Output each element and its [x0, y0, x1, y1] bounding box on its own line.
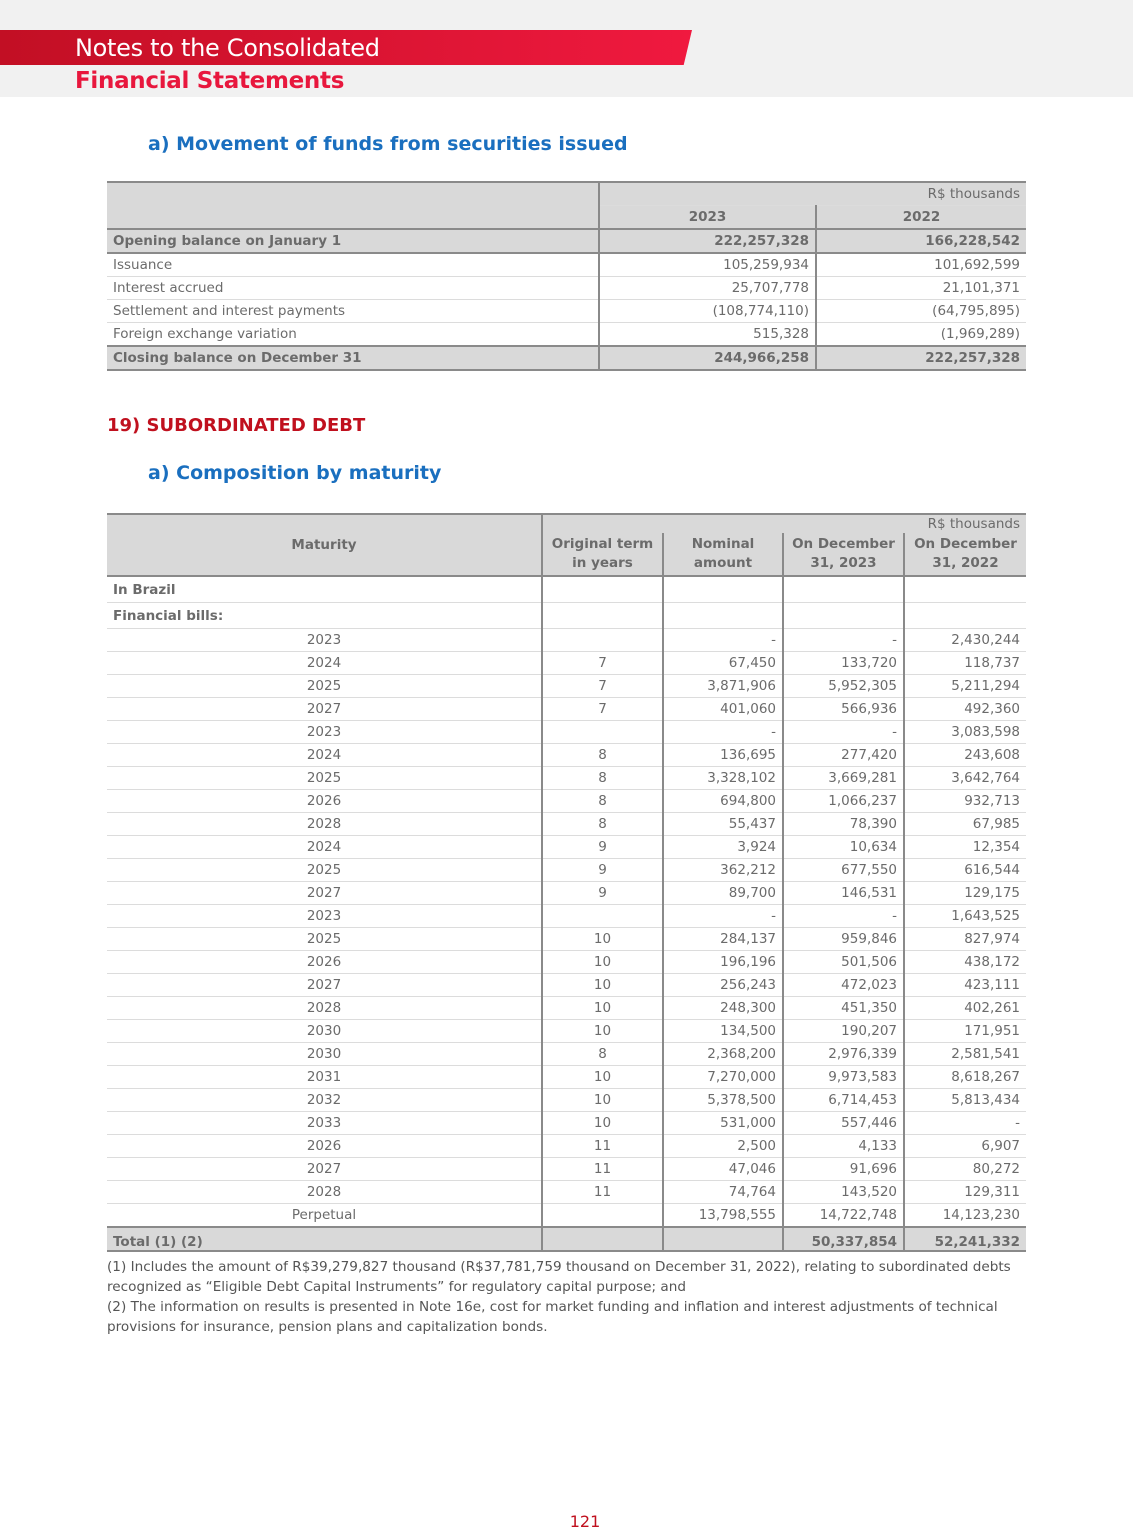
term-cell: 8	[542, 767, 663, 790]
value-2022: (1,969,289)	[816, 323, 1026, 347]
nominal-cell: 3,328,102	[663, 767, 783, 790]
header-title-line1: Notes to the Consolidated	[75, 34, 380, 62]
dec2023-cell: 10,634	[783, 836, 904, 859]
dec2023-cell: 1,066,237	[783, 790, 904, 813]
table-row	[107, 229, 1026, 253]
total-label: Total (1) (2)	[107, 1227, 542, 1251]
empty-cell	[783, 603, 904, 629]
dec2022-cell: 402,261	[904, 997, 1026, 1020]
nominal-cell: 89,700	[663, 882, 783, 905]
maturity-cell: 2023	[107, 905, 542, 928]
dec2023-cell: 959,846	[783, 928, 904, 951]
maturity-cell: 2025	[107, 675, 542, 698]
term-cell: 10	[542, 928, 663, 951]
dec2022-cell: 80,272	[904, 1158, 1026, 1181]
dec2022-cell: 3,083,598	[904, 721, 1026, 744]
row-label: Issuance	[107, 253, 599, 277]
dec2023-cell: 190,207	[783, 1020, 904, 1043]
subgroup-row	[107, 603, 1026, 629]
dec2022-cell: 129,175	[904, 882, 1026, 905]
table-row	[107, 836, 1026, 859]
term-cell: 7	[542, 675, 663, 698]
nominal-cell: 694,800	[663, 790, 783, 813]
value-2023: 515,328	[599, 323, 816, 347]
term-cell: 10	[542, 997, 663, 1020]
group-row	[107, 576, 1026, 603]
maturity-cell: 2023	[107, 629, 542, 652]
total-row	[107, 1227, 1026, 1251]
subordinated-debt-table	[107, 513, 1026, 1252]
nominal-cell: 74,764	[663, 1181, 783, 1204]
nominal-cell: 13,798,555	[663, 1204, 783, 1228]
nominal-cell: 362,212	[663, 859, 783, 882]
table-row	[107, 323, 1026, 347]
nominal-cell: 134,500	[663, 1020, 783, 1043]
dec2023-cell: -	[783, 629, 904, 652]
dec2023-cell: 566,936	[783, 698, 904, 721]
table-row	[107, 744, 1026, 767]
table-row	[107, 974, 1026, 997]
securities-movement-table	[107, 181, 1026, 371]
dec2022-cell: 129,311	[904, 1181, 1026, 1204]
subgroup-row-label: Financial bills:	[107, 603, 542, 629]
dec2022-cell: 827,974	[904, 928, 1026, 951]
footnote-2: (2) The information on results is presented in Note 16e, cost for market funding and inflation and interest adjustments of technical provisions for insurance, pension plans and capitalization bonds.	[107, 1299, 998, 1335]
group-row-label: In Brazil	[107, 576, 542, 603]
table-row	[107, 1158, 1026, 1181]
nominal-header: Nominal amount	[663, 533, 783, 576]
table-row	[107, 790, 1026, 813]
table-row	[107, 721, 1026, 744]
term-cell: 10	[542, 974, 663, 997]
table-row	[107, 652, 1026, 675]
value-2023: (108,774,110)	[599, 300, 816, 323]
maturity-cell: 2023	[107, 721, 542, 744]
nominal-cell: 3,924	[663, 836, 783, 859]
section-19-title: 19) SUBORDINATED DEBT	[107, 415, 366, 436]
empty-cell	[904, 576, 1026, 603]
dec2023-cell: -	[783, 905, 904, 928]
dec2023-cell: 472,023	[783, 974, 904, 997]
term-cell: 8	[542, 813, 663, 836]
dec2023-cell: 557,446	[783, 1112, 904, 1135]
dec2022-cell: 67,985	[904, 813, 1026, 836]
maturity-cell: 2028	[107, 1181, 542, 1204]
dec2022-cell: 243,608	[904, 744, 1026, 767]
value-2023: 25,707,778	[599, 277, 816, 300]
table-row	[107, 951, 1026, 974]
section-a-title: a) Movement of funds from securities issued	[148, 133, 628, 155]
empty-cell	[542, 1227, 663, 1251]
term-cell: 7	[542, 652, 663, 675]
empty-cell	[542, 576, 663, 603]
maturity-cell: 2024	[107, 836, 542, 859]
dec2022-cell: 616,544	[904, 859, 1026, 882]
table-row	[107, 629, 1026, 652]
table-row	[107, 346, 1026, 370]
dec2022-cell: 6,907	[904, 1135, 1026, 1158]
dec2023-cell: 5,952,305	[783, 675, 904, 698]
dec2023-cell: 451,350	[783, 997, 904, 1020]
dec2022-cell: 5,211,294	[904, 675, 1026, 698]
table-row	[107, 905, 1026, 928]
table-row	[107, 698, 1026, 721]
term-cell	[542, 905, 663, 928]
maturity-cell: 2028	[107, 813, 542, 836]
term-cell: 11	[542, 1135, 663, 1158]
maturity-cell: 2027	[107, 698, 542, 721]
maturity-cell: 2027	[107, 1158, 542, 1181]
nominal-cell: 67,450	[663, 652, 783, 675]
nominal-cell: -	[663, 721, 783, 744]
year-header: 2022	[816, 206, 1026, 230]
row-label: Closing balance on December 31	[107, 346, 599, 370]
maturity-cell: Perpetual	[107, 1204, 542, 1228]
maturity-cell: 2026	[107, 951, 542, 974]
nominal-cell: 248,300	[663, 997, 783, 1020]
nominal-cell: 401,060	[663, 698, 783, 721]
dec2023-cell: 277,420	[783, 744, 904, 767]
term-cell: 8	[542, 790, 663, 813]
table-row	[107, 882, 1026, 905]
dec2023-cell: 677,550	[783, 859, 904, 882]
term-cell: 9	[542, 859, 663, 882]
dec2022-cell: 492,360	[904, 698, 1026, 721]
nominal-cell: -	[663, 629, 783, 652]
dec2022-cell: 1,643,525	[904, 905, 1026, 928]
dec2023-cell: 6,714,453	[783, 1089, 904, 1112]
table-row	[107, 277, 1026, 300]
header-blank	[107, 182, 599, 229]
maturity-cell: 2025	[107, 928, 542, 951]
value-2022: (64,795,895)	[816, 300, 1026, 323]
maturity-cell: 2032	[107, 1089, 542, 1112]
term-cell: 8	[542, 744, 663, 767]
dec2023-header: On December 31, 2023	[783, 533, 904, 576]
dec2022-cell: 423,111	[904, 974, 1026, 997]
dec2022-cell: 932,713	[904, 790, 1026, 813]
term-cell	[542, 629, 663, 652]
dec2023-cell: 91,696	[783, 1158, 904, 1181]
dec2022-cell: 2,430,244	[904, 629, 1026, 652]
dec2022-header: On December 31, 2022	[904, 533, 1026, 576]
page-number: 121	[569, 1512, 601, 1531]
footnotes	[107, 1257, 1027, 1337]
nominal-cell: 5,378,500	[663, 1089, 783, 1112]
term-cell: 11	[542, 1158, 663, 1181]
table-row	[107, 1181, 1026, 1204]
maturity-cell: 2031	[107, 1066, 542, 1089]
empty-cell	[542, 603, 663, 629]
dec2022-cell: -	[904, 1112, 1026, 1135]
table-row	[107, 300, 1026, 323]
nominal-cell: 196,196	[663, 951, 783, 974]
table-row	[107, 997, 1026, 1020]
row-label: Foreign exchange variation	[107, 323, 599, 347]
term-cell: 10	[542, 951, 663, 974]
term-cell: 8	[542, 1043, 663, 1066]
empty-cell	[783, 576, 904, 603]
nominal-cell: -	[663, 905, 783, 928]
dec2022-cell: 2,581,541	[904, 1043, 1026, 1066]
maturity-cell: 2026	[107, 790, 542, 813]
table-row	[107, 253, 1026, 277]
maturity-cell: 2026	[107, 1135, 542, 1158]
table-row	[107, 675, 1026, 698]
table-row	[107, 813, 1026, 836]
total-2022: 52,241,332	[904, 1227, 1026, 1251]
dec2023-cell: 4,133	[783, 1135, 904, 1158]
nominal-cell: 55,437	[663, 813, 783, 836]
maturity-cell: 2033	[107, 1112, 542, 1135]
term-cell: 11	[542, 1181, 663, 1204]
dec2023-cell: 146,531	[783, 882, 904, 905]
nominal-cell: 2,368,200	[663, 1043, 783, 1066]
table-row	[107, 1204, 1026, 1228]
value-2022: 222,257,328	[816, 346, 1026, 370]
term-cell	[542, 1204, 663, 1228]
term-cell: 10	[542, 1020, 663, 1043]
value-2023: 244,966,258	[599, 346, 816, 370]
empty-cell	[663, 1227, 783, 1251]
maturity-cell: 2030	[107, 1043, 542, 1066]
table-row	[107, 1135, 1026, 1158]
dec2023-cell: 143,520	[783, 1181, 904, 1204]
row-label: Opening balance on January 1	[107, 229, 599, 253]
footnote-1: (1) Includes the amount of R$39,279,827 thousand (R$37,781,759 thousand on December 31, 2022), relating to subordinated debts recognized as “Eligible Debt Capital Instruments” for regulatory capital purpose; and	[107, 1259, 1011, 1295]
table-row	[107, 767, 1026, 790]
nominal-cell: 136,695	[663, 744, 783, 767]
dec2023-cell: 78,390	[783, 813, 904, 836]
empty-cell	[904, 603, 1026, 629]
value-2022: 21,101,371	[816, 277, 1026, 300]
nominal-cell: 2,500	[663, 1135, 783, 1158]
term-cell: 10	[542, 1066, 663, 1089]
table-row	[107, 1112, 1026, 1135]
row-label: Interest accrued	[107, 277, 599, 300]
dec2023-cell: 2,976,339	[783, 1043, 904, 1066]
dec2023-cell: 9,973,583	[783, 1066, 904, 1089]
dec2022-cell: 12,354	[904, 836, 1026, 859]
term-header: Original term in years	[542, 533, 663, 576]
term-cell: 7	[542, 698, 663, 721]
total-2023: 50,337,854	[783, 1227, 904, 1251]
maturity-cell: 2024	[107, 652, 542, 675]
section-19a-title: a) Composition by maturity	[148, 462, 442, 484]
term-cell: 10	[542, 1089, 663, 1112]
value-2022: 101,692,599	[816, 253, 1026, 277]
term-cell: 9	[542, 882, 663, 905]
maturity-cell: 2027	[107, 882, 542, 905]
header-title-line2: Financial Statements	[75, 68, 345, 94]
dec2022-cell: 118,737	[904, 652, 1026, 675]
term-cell: 9	[542, 836, 663, 859]
empty-cell	[663, 576, 783, 603]
dec2022-cell: 14,123,230	[904, 1204, 1026, 1228]
term-cell	[542, 721, 663, 744]
dec2023-cell: 14,722,748	[783, 1204, 904, 1228]
dec2023-cell: 133,720	[783, 652, 904, 675]
value-2022: 166,228,542	[816, 229, 1026, 253]
maturity-cell: 2025	[107, 859, 542, 882]
year-header: 2023	[599, 206, 816, 230]
nominal-cell: 47,046	[663, 1158, 783, 1181]
dec2022-cell: 8,618,267	[904, 1066, 1026, 1089]
row-label: Settlement and interest payments	[107, 300, 599, 323]
dec2023-cell: -	[783, 721, 904, 744]
value-2023: 105,259,934	[599, 253, 816, 277]
table-row	[107, 1020, 1026, 1043]
dec2022-cell: 5,813,434	[904, 1089, 1026, 1112]
nominal-cell: 284,137	[663, 928, 783, 951]
unit-label: R$ thousands	[599, 182, 1026, 206]
table-row	[107, 928, 1026, 951]
unit-label: R$ thousands	[542, 514, 1026, 533]
table-row	[107, 1089, 1026, 1112]
table-row	[107, 1043, 1026, 1066]
nominal-cell: 7,270,000	[663, 1066, 783, 1089]
dec2022-cell: 438,172	[904, 951, 1026, 974]
value-2023: 222,257,328	[599, 229, 816, 253]
dec2022-cell: 171,951	[904, 1020, 1026, 1043]
dec2023-cell: 501,506	[783, 951, 904, 974]
dec2023-cell: 3,669,281	[783, 767, 904, 790]
empty-cell	[663, 603, 783, 629]
maturity-header: Maturity	[107, 514, 542, 576]
nominal-cell: 256,243	[663, 974, 783, 997]
term-cell: 10	[542, 1112, 663, 1135]
maturity-cell: 2024	[107, 744, 542, 767]
dec2022-cell: 3,642,764	[904, 767, 1026, 790]
table-row	[107, 859, 1026, 882]
maturity-cell: 2028	[107, 997, 542, 1020]
maturity-cell: 2030	[107, 1020, 542, 1043]
table-row	[107, 1066, 1026, 1089]
maturity-cell: 2027	[107, 974, 542, 997]
maturity-cell: 2025	[107, 767, 542, 790]
nominal-cell: 3,871,906	[663, 675, 783, 698]
nominal-cell: 531,000	[663, 1112, 783, 1135]
